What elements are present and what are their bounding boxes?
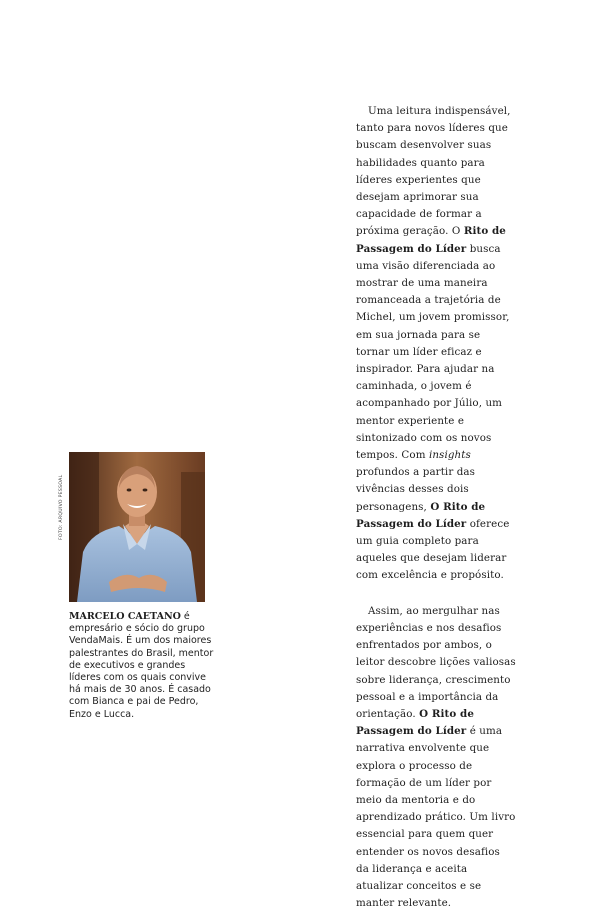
back-cover-text bbox=[356, 103, 516, 912]
paragraph-1-text-a: Uma leitura indispensável, tanto para novos líderes que buscam desenvolver suas habilidades quanto para líderes experientes que desejam aprimorar sua capacidade de formar a próxima geração. O bbox=[356, 105, 511, 238]
book-title-2: O Rito de Passagem do Líder bbox=[356, 500, 486, 530]
author-bio-text: é empresário e sócio do grupo VendaMais. É um dos maiores palestrantes do Brasil, mentor de executivos e grandes líderes com os quais convive há mais de 30 anos. É casado com Bianca e pai de Pedro, Enzo e Lucca. bbox=[69, 611, 214, 720]
paragraph-1-text-c: profundos a partir das vivências desses dois personagens, bbox=[356, 466, 476, 513]
paragraph-1 bbox=[356, 103, 516, 585]
author-name: MARCELO CAETANO bbox=[69, 611, 181, 622]
book-title-1: Rito de Passagem do Líder bbox=[356, 225, 506, 255]
photo-credit: FOTO: ARQUIVO PESSOAL bbox=[59, 474, 64, 540]
book-title-3: O Rito de Passagem do Líder bbox=[356, 707, 474, 738]
paragraph-1-text-d: oferece um guia completo para aqueles que desejam liderar com excelência e propósito. bbox=[356, 517, 510, 582]
author-bio bbox=[69, 611, 214, 721]
paragraph-2-text-a: Assim, ao mergulhar nas experiências e nos desafios enfrentados por ambos, o leitor descobre lições valiosas sobre liderança, crescimento pessoal e a importância da orientação. bbox=[356, 604, 516, 720]
paragraph-1-text-b: busca uma visão diferenciada ao mostrar de uma maneira romanceada a trajetória de Michel, um jovem promissor, em sua jornada para se tornar um líder eficaz e inspirador. Para ajudar na caminhada, o jovem é acompanhado por Júlio, um mentor experiente e sintonizado com os novos tempos. Com bbox=[356, 242, 510, 462]
author-photo bbox=[69, 452, 205, 602]
author-portrait-illustration bbox=[69, 452, 205, 602]
paragraph-2 bbox=[356, 603, 516, 912]
paragraph-2-text-b: é uma narrativa envolvente que explora o processo de formação de um líder por meio da mentoria e do aprendizado prático. Um livro essencial para quem quer entender os novos desafios da liderança e aceita atualizar conceitos e se manter relevante. bbox=[356, 725, 516, 910]
insights-word: insights bbox=[428, 449, 471, 462]
